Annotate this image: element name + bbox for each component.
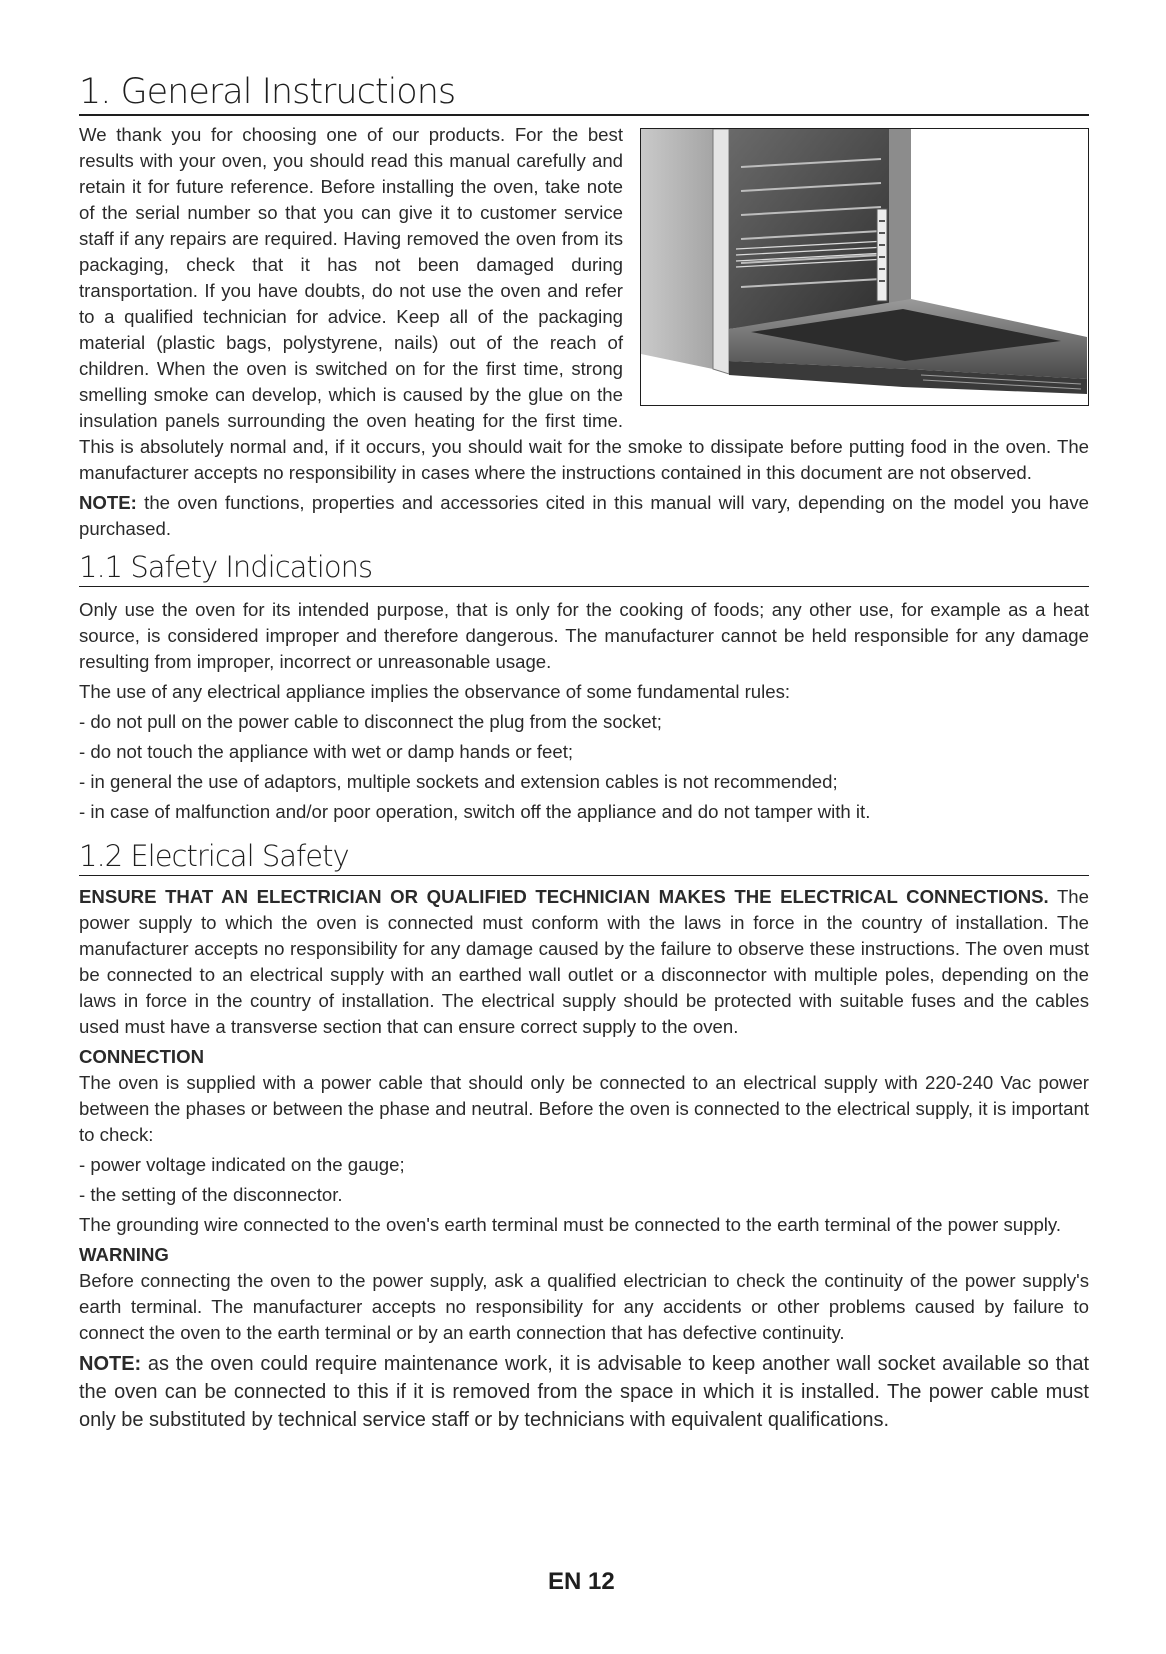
safety-paragraph: Only use the oven for its intended purpose, that is only for the cooking of foods; any other use, for example as a heat source, is considered improper and therefore dangerous. The manufacturer cannot be held responsible for any damage resulting from improper, incorrect or unreasonable usage. (79, 599, 1089, 672)
rule-item: - do not pull on the power cable to disconnect the plug from the socket; (79, 711, 662, 732)
section-1-2-heading: 1.2 Electrical Safety (79, 839, 1089, 876)
section-1-1-heading: 1.1 Safety Indications (79, 550, 1089, 587)
intro-block (79, 122, 1089, 486)
manual-page (79, 0, 1089, 1434)
maintenance-note (79, 1350, 1089, 1434)
connection-label: CONNECTION (79, 1046, 204, 1067)
note-text: the oven functions, properties and accessories cited in this manual will vary, depending on the model you have purchased. (79, 492, 1089, 539)
maintenance-note-label: NOTE: (79, 1353, 142, 1375)
intro-paragraph: We thank you for choosing one of our products. For the best results with your oven, you should read this manual carefully and retain it for future reference. Before installing the oven, take note of the serial number so that you can give it to customer service staff if any repairs are required. Having removed the oven from its packaging, check that it has not been damaged during transportation. If you have doubts, do not use the oven and refer to a qualified technician for advice. Keep all of the packaging material (plastic bags, polystyrene, nails) out of the reach of children. When the oven is switched on for the first time, strong smelling smoke can develop, which is caused by the glue on the insulation panels surrounding the oven heating for the first time. This is absolutely normal and, if it occurs, you should wait for the smoke to dissipate before putting food in the oven. The manufacturer accepts no responsibility in cases where the instructions contained in this document are not observed. (79, 124, 1089, 483)
rule-item: - do not touch the appliance with wet or damp hands or feet; (79, 741, 574, 762)
warning-label: WARNING (79, 1244, 169, 1265)
warning-paragraph: Before connecting the oven to the power supply, ask a qualified electrician to check the continuity of the power supply's earth terminal. The manufacturer accepts no responsibility for any accidents or other problems caused by failure to connect the oven to the earth terminal or by an earth connection that has defective continuity. (79, 1270, 1089, 1343)
oven-icon (641, 129, 1087, 404)
note-label: NOTE: (79, 492, 137, 513)
section-1-heading: 1. General Instructions (79, 0, 1089, 116)
maintenance-note-text: as the oven could require maintenance work, it is advisable to keep another wall socket available so that the oven can be connected to this if it is removed from the space in which it is installed. The power cable must only be substituted by technical service staff or by technicians with equivalent qualifications. (79, 1353, 1089, 1431)
electrical-lead: ENSURE THAT AN ELECTRICIAN OR QUALIFIED TECHNICIAN MAKES THE ELECTRICAL CONNECTIONS. (79, 886, 1049, 907)
connection-paragraph: The oven is supplied with a power cable that should only be connected to an electrical supply with 220-240 Vac power between the phases or between the phase and neutral. Before the oven is connected to the electrical supply, it is important to check: (79, 1072, 1089, 1145)
rule-item: - in case of malfunction and/or poor operation, switch off the appliance and do not tamper with it. (79, 801, 871, 822)
grounding-paragraph: The grounding wire connected to the oven's earth terminal must be connected to the earth terminal of the power supply. (79, 1214, 1062, 1235)
electrical-paragraph (79, 884, 1089, 1040)
page-number: EN 12 (548, 1568, 615, 1595)
check-item: - the setting of the disconnector. (79, 1184, 343, 1205)
note-paragraph (79, 490, 1089, 542)
rules-intro: The use of any electrical appliance implies the observance of some fundamental rules: (79, 681, 791, 702)
check-item: - power voltage indicated on the gauge; (79, 1154, 405, 1175)
rule-item: - in general the use of adaptors, multiple sockets and extension cables is not recommended; (79, 771, 838, 792)
open-oven-illustration (640, 128, 1089, 406)
electrical-text: The power supply to which the oven is connected must conform with the laws in force in the country of installation. The manufacturer accepts no responsibility for any damage caused by the failure to observe these instructions. The oven must be connected to an electrical supply with an earthed wall outlet or a disconnector with multiple poles, depending on the laws in force in the country of installation. The electrical supply should be protected with suitable fuses and the cables used must have a transverse section that can ensure correct supply to the oven. (79, 886, 1089, 1037)
